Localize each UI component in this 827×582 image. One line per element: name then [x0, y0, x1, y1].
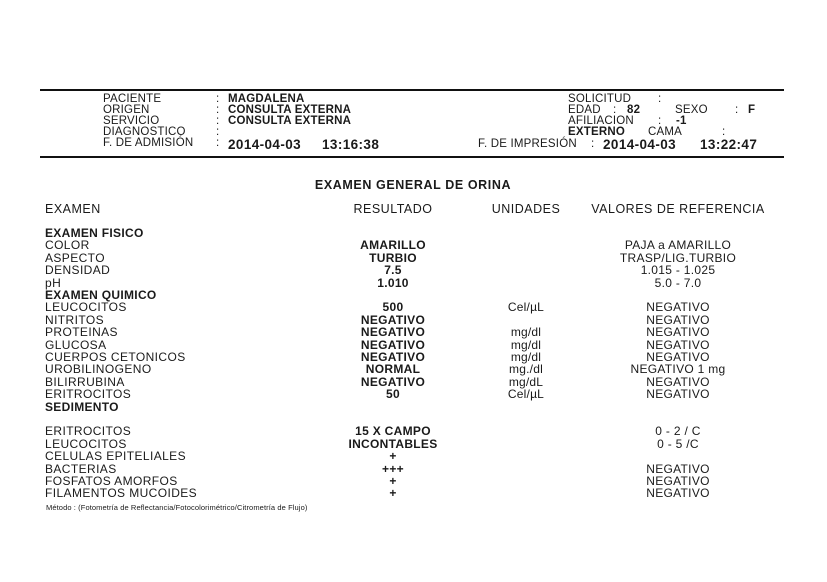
exam-reference: 5.0 - 7.0 [654, 275, 702, 290]
report-title: EXAMEN GENERAL DE ORINA [314, 178, 512, 192]
exam-unit: Cel/µL [507, 300, 545, 315]
exam-result: 50 [386, 387, 400, 402]
label-origen: ORIGEN [103, 104, 150, 116]
colon: : [722, 126, 726, 138]
exam-name: PROTEINAS [45, 325, 118, 340]
exam-name: ERITROCITOS [45, 424, 132, 439]
colon: : [658, 93, 662, 105]
label-edad: EDAD [568, 104, 601, 116]
exam-name: CELULAS EPITELIALES [45, 449, 186, 464]
exam-result: + [389, 474, 397, 488]
exam-name: FOSFATOS AMORFOS [45, 474, 178, 488]
exam-reference: NEGATIVO [646, 461, 710, 476]
exam-name: BACTERIAS [45, 461, 117, 476]
exam-name: LEUCOCITOS [45, 436, 127, 451]
colon: : [613, 104, 617, 116]
value-afiliacion: -1 [676, 115, 687, 127]
header-top-rule [40, 89, 784, 91]
exam-reference: NEGATIVO [646, 350, 710, 364]
exam-unit: Cel/µL [507, 387, 545, 402]
exam-result: NEGATIVO [360, 350, 426, 364]
exam-result: 500 [382, 300, 404, 315]
table-row [0, 487, 827, 500]
colon: : [216, 93, 220, 105]
column-header-valores: VALORES DE REFERENCIA [591, 202, 765, 216]
exam-reference: NEGATIVO [646, 312, 710, 327]
colon: : [591, 138, 595, 150]
exam-name: CUERPOS CETONICOS [45, 350, 186, 364]
label-paciente: PACIENTE [103, 93, 162, 105]
exam-reference: NEGATIVO [646, 486, 710, 501]
exam-reference: 1.015 - 1.025 [640, 263, 716, 278]
label-f-admision: F. DE ADMISIÓN [103, 137, 194, 149]
exam-unit: mg/dL [508, 374, 544, 389]
table-row [0, 264, 827, 277]
exam-name: LEUCOCITOS [45, 300, 127, 315]
value-servicio: CONSULTA EXTERNA [228, 115, 352, 127]
exam-reference: 0 - 5 /C [657, 436, 699, 451]
exam-result: 1.010 [377, 275, 409, 290]
exam-name: ERITROCITOS [45, 387, 132, 402]
section-title: SEDIMENTO [45, 399, 119, 414]
exam-result: NEGATIVO [360, 325, 426, 340]
colon: : [216, 126, 220, 138]
exam-result: INCONTABLES [348, 436, 438, 451]
value-impresion-fecha: 2014-04-03 [603, 137, 677, 152]
exam-result: NORMAL [365, 362, 421, 377]
method-note: Método : (Fotometría de Reflectancia/Fotocolorimétrico/Citrometría de Flujo) [46, 503, 308, 512]
exam-unit: mg./dl [509, 362, 543, 377]
colon: : [216, 115, 220, 127]
exam-name: BILIRRUBINA [45, 374, 125, 389]
value-tipo: EXTERNO [568, 126, 625, 138]
label-servicio: SERVICIO [103, 115, 160, 127]
value-edad: 82 [627, 104, 641, 116]
value-admision-hora: 13:16:38 [322, 137, 380, 152]
exam-name: ASPECTO [45, 250, 105, 265]
label-f-impresion: F. DE IMPRESIÓN [478, 138, 577, 150]
exam-result: + [389, 486, 397, 501]
label-afiliacion: AFILIACION [568, 115, 634, 127]
colon: : [735, 104, 739, 116]
exam-reference: NEGATIVO 1 mg [630, 362, 726, 377]
exam-result: AMARILLO [360, 238, 426, 253]
exam-reference: 0 - 2 / C [655, 424, 701, 439]
exam-reference: NEGATIVO [646, 374, 710, 389]
exam-result: NEGATIVO [360, 337, 426, 352]
exam-reference: NEGATIVO [646, 474, 710, 488]
exam-name: pH [45, 275, 62, 290]
exam-reference: PAJA a AMARILLO [624, 238, 732, 253]
value-origen: CONSULTA EXTERNA [228, 104, 352, 116]
value-paciente: MAGDALENA [228, 93, 305, 105]
label-diagnostico: DIAGNOSTICO [103, 126, 186, 138]
exam-result: TURBIO [369, 250, 417, 265]
exam-reference: NEGATIVO [646, 337, 710, 352]
column-header-unidades: UNIDADES [491, 202, 561, 216]
exam-reference: NEGATIVO [646, 387, 710, 402]
exam-reference: NEGATIVO [646, 300, 710, 315]
exam-name: NITRITOS [45, 312, 104, 327]
exam-name: FILAMENTOS MUCOIDES [45, 486, 198, 501]
column-header-examen: EXAMEN [45, 202, 101, 216]
exam-name: GLUCOSA [45, 337, 107, 352]
exam-reference: NEGATIVO [646, 325, 710, 340]
table-row [0, 388, 827, 401]
column-header-resultado: RESULTADO [353, 202, 433, 216]
section-heading [0, 401, 827, 414]
exam-result: +++ [382, 461, 404, 476]
value-sexo: F [748, 104, 756, 116]
exam-name: DENSIDAD [45, 263, 111, 278]
exam-unit: mg/dl [510, 325, 542, 340]
exam-result: NEGATIVO [360, 374, 426, 389]
colon: : [216, 104, 220, 116]
exam-reference: TRASP/LIG.TURBIO [619, 250, 737, 265]
section-title: EXAMEN FISICO [45, 226, 144, 240]
exam-name: UROBILINOGENO [45, 362, 152, 377]
value-impresion-hora: 13:22:47 [700, 137, 758, 152]
header-bottom-rule [40, 156, 784, 158]
colon: : [216, 137, 220, 149]
exam-unit: mg/dl [510, 350, 542, 364]
label-sexo: SEXO [675, 104, 708, 116]
exam-result: NEGATIVO [360, 312, 426, 327]
exam-result: 7.5 [384, 263, 402, 278]
exam-result: 15 X CAMPO [355, 424, 431, 439]
value-admision-fecha: 2014-04-03 [228, 137, 302, 152]
exam-unit: mg/dl [510, 337, 542, 352]
exam-result: + [389, 449, 397, 464]
section-title: EXAMEN QUIMICO [45, 288, 157, 302]
label-solicitud: SOLICITUD [568, 93, 632, 105]
label-cama: CAMA [648, 126, 683, 138]
colon: : [658, 115, 662, 127]
exam-name: COLOR [45, 238, 90, 253]
